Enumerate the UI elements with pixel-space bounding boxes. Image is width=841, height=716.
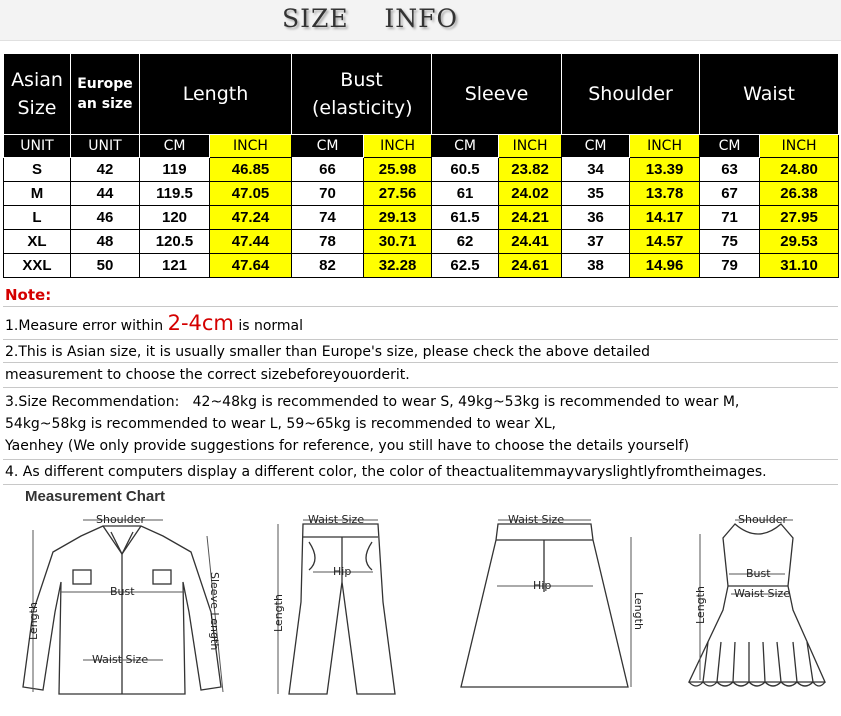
table-cell: 119.5 [140, 182, 210, 206]
skirt-illustration [461, 524, 628, 687]
unit-cell: CM [292, 135, 364, 158]
table-cell: 14.17 [630, 206, 700, 230]
measure-lines [33, 520, 793, 694]
header-bust: Bust (elasticity) [292, 54, 432, 135]
shirt-illustration [23, 526, 221, 694]
shirt-length-label: Length [27, 602, 40, 640]
table-cell: 36 [562, 206, 630, 230]
note-3-line1: 3.Size Recommendation: 42~48kg is recommended to wear S, 49kg~53kg is recommended to wear M, [5, 394, 740, 410]
table-cell: 38 [562, 254, 630, 278]
table-cell: 29.53 [760, 230, 839, 254]
table-cell: 71 [700, 206, 760, 230]
table-cell: 62 [432, 230, 499, 254]
notes-section [3, 284, 838, 485]
shirt-shoulder-label: Shoulder [96, 513, 145, 526]
dress-waist-label: Waist Size [734, 587, 791, 600]
pants-hip-label: Hip [333, 565, 352, 578]
note-1 [3, 307, 838, 340]
note-3-line3: Yaenhey (We only provide suggestions for reference, you still have to choose the details yourself) [5, 438, 690, 454]
unit-cell: UNIT [4, 135, 71, 158]
unit-cell: INCH [760, 135, 839, 158]
table-cell: 24.61 [499, 254, 562, 278]
chart-title: Measurement Chart [25, 488, 166, 505]
table-cell: 75 [700, 230, 760, 254]
table-cell: 67 [700, 182, 760, 206]
shirt-sleeve-label: Sleeve Length [208, 572, 221, 651]
pants-illustration [289, 524, 395, 694]
table-cell: 26.38 [760, 182, 839, 206]
table-cell: 121 [140, 254, 210, 278]
table-cell: 79 [700, 254, 760, 278]
note-2-line1: 2.This is Asian size, it is usually smaller than Europe's size, please check the above detailed [3, 340, 838, 363]
table-cell: 14.57 [630, 230, 700, 254]
note-2-line2: measurement to choose the correct sizebeforeyouorderit. [3, 363, 838, 388]
skirt-length-label: Length [632, 592, 645, 630]
pants-length-label: Length [272, 594, 285, 632]
note-title: Note: [3, 284, 838, 307]
table-cell: 24.41 [499, 230, 562, 254]
note-1-highlight: 2-4cm [167, 311, 234, 335]
table-cell: 120.5 [140, 230, 210, 254]
table-cell: 78 [292, 230, 364, 254]
measurement-chart [3, 482, 838, 714]
table-row [4, 206, 839, 230]
measurement-illustrations [3, 482, 838, 714]
table-cell: 46.85 [210, 158, 292, 182]
dress-illustration [689, 524, 825, 686]
table-cell: 13.78 [630, 182, 700, 206]
size-label-cell: XXL [4, 254, 71, 278]
size-label-cell: XL [4, 230, 71, 254]
skirt-waist-label: Waist Size [508, 513, 565, 526]
table-cell: 31.10 [760, 254, 839, 278]
dress-bust-label: Bust [746, 567, 771, 580]
table-cell: 34 [562, 158, 630, 182]
shirt-bust-label: Bust [110, 585, 135, 598]
table-cell: 29.13 [364, 206, 432, 230]
table-cell: 30.71 [364, 230, 432, 254]
table-cell: 47.64 [210, 254, 292, 278]
table-cell: 37 [562, 230, 630, 254]
size-table [3, 53, 839, 278]
table-cell: 60.5 [432, 158, 499, 182]
table-cell: 35 [562, 182, 630, 206]
table-cell: 13.39 [630, 158, 700, 182]
unit-cell: CM [700, 135, 760, 158]
title-banner [0, 0, 841, 41]
table-cell: 47.05 [210, 182, 292, 206]
unit-cell: INCH [364, 135, 432, 158]
header-sleeve: Sleeve [432, 54, 562, 135]
header-shoulder: Shoulder [562, 54, 700, 135]
pants-waist-label: Waist Size [308, 513, 365, 526]
table-cell: 23.82 [499, 158, 562, 182]
unit-cell: INCH [499, 135, 562, 158]
table-cell: 42 [71, 158, 140, 182]
header-europe-size: Europe an size [71, 54, 140, 135]
table-cell: 25.98 [364, 158, 432, 182]
table-cell: 61.5 [432, 206, 499, 230]
dress-shoulder-label: Shoulder [738, 513, 787, 526]
unit-cell: CM [140, 135, 210, 158]
table-cell: 119 [140, 158, 210, 182]
table-cell: 48 [71, 230, 140, 254]
table-row [4, 230, 839, 254]
unit-cell: CM [432, 135, 499, 158]
table-row [4, 254, 839, 278]
table-cell: 61 [432, 182, 499, 206]
table-cell: 63 [700, 158, 760, 182]
table-cell: 62.5 [432, 254, 499, 278]
table-cell: 66 [292, 158, 364, 182]
note-1-prefix: 1.Measure error within [5, 318, 168, 334]
table-cell: 32.28 [364, 254, 432, 278]
table-cell: 46 [71, 206, 140, 230]
table-cell: 47.44 [210, 230, 292, 254]
table-cell: 24.80 [760, 158, 839, 182]
table-row [4, 182, 839, 206]
header-asian-size: Asian Size [4, 54, 71, 135]
unit-cell: CM [562, 135, 630, 158]
measurement-labels [27, 513, 790, 666]
note-4: 4. As different computers display a different color, the color of theactualitemmayvaryslightlyfromtheimages. [3, 460, 838, 485]
table-cell: 74 [292, 206, 364, 230]
table-cell: 82 [292, 254, 364, 278]
note-1-suffix: is normal [233, 318, 304, 334]
note-3-line2: 54kg~58kg is recommended to wear L, 59~65kg is recommended to wear XL, [5, 416, 556, 432]
table-cell: 27.56 [364, 182, 432, 206]
skirt-hip-label: Hip [533, 579, 552, 592]
table-cell: 50 [71, 254, 140, 278]
shirt-waist-label: Waist Size [92, 653, 149, 666]
unit-cell: UNIT [71, 135, 140, 158]
table-cell: 44 [71, 182, 140, 206]
header-row [4, 54, 839, 135]
banner-title: SIZE INFO [282, 4, 459, 33]
table-cell: 47.24 [210, 206, 292, 230]
header-waist: Waist [700, 54, 839, 135]
size-label-cell: S [4, 158, 71, 182]
table-cell: 70 [292, 182, 364, 206]
header-length: Length [140, 54, 292, 135]
note-3 [3, 388, 838, 460]
table-cell: 24.21 [499, 206, 562, 230]
unit-cell: INCH [210, 135, 292, 158]
dress-length-label: Length [694, 586, 707, 624]
table-cell: 27.95 [760, 206, 839, 230]
table-cell: 14.96 [630, 254, 700, 278]
unit-cell: INCH [630, 135, 700, 158]
size-label-cell: L [4, 206, 71, 230]
unit-row [4, 135, 839, 158]
table-cell: 120 [140, 206, 210, 230]
size-label-cell: M [4, 182, 71, 206]
table-cell: 24.02 [499, 182, 562, 206]
table-row [4, 158, 839, 182]
